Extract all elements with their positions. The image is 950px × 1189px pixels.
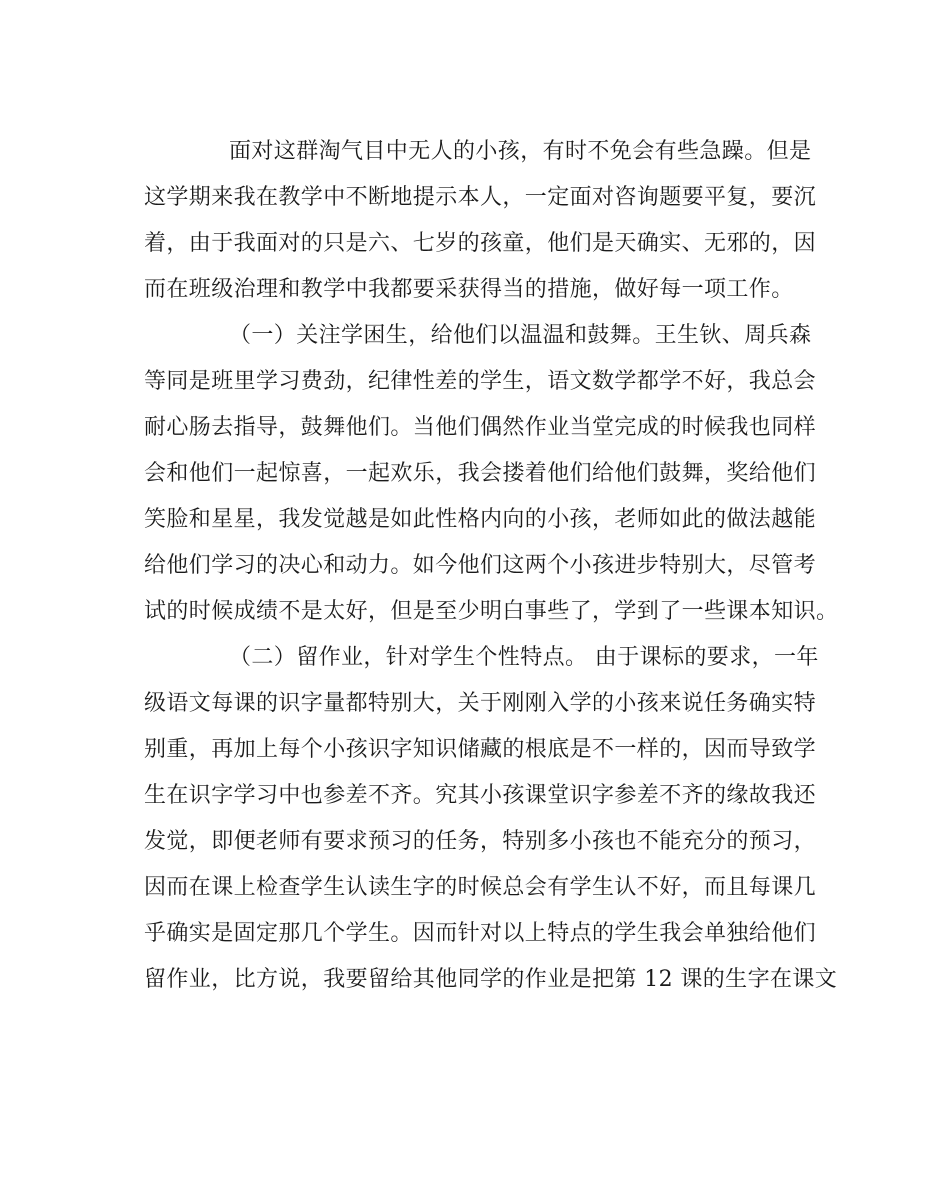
paragraph-3-line-4: 生在识字学习中也参差不齐。究其小孩课堂识字参差不齐的缘故我还 xyxy=(144,783,817,808)
paragraph-1-line-1: 面对这群淘气目中无人的小孩，有时不免会有些急躁。但是 xyxy=(229,139,812,164)
paragraph-3-line-6: 因而在课上检查学生认读生字的时候总会有学生认不好，而且每课几 xyxy=(144,875,817,900)
paragraph-2-line-5: 笑脸和星星，我发觉越是如此性格内向的小孩，老师如此的做法越能 xyxy=(144,507,817,532)
paragraph-2-line-3: 耐心肠去指导，鼓舞他们。当他们偶然作业当堂完成的时候我也同样 xyxy=(144,415,817,440)
paragraph-3-line-5: 发觉，即便老师有要求预习的任务，特别多小孩也不能充分的预习， xyxy=(144,829,817,854)
paragraph-3-line-8: 留作业，比方说，我要留给其他同学的作业是把第 12 课的生字在课文 xyxy=(144,967,838,992)
paragraph-3-line-3: 别重，再加上每个小孩识字知识储藏的根底是不一样的，因而导致学 xyxy=(144,737,817,762)
paragraph-2-line-2: 等同是班里学习费劲，纪律性差的学生，语文数学都学不好，我总会 xyxy=(144,369,817,394)
paragraph-2-line-7: 试的时候成绩不是太好，但是至少明白事些了，学到了一些课本知识。 xyxy=(144,599,839,624)
paragraph-2-line-4: 会和他们一起惊喜，一起欢乐，我会搂着他们给他们鼓舞，奖给他们 xyxy=(144,461,817,486)
paragraph-1-line-2: 这学期来我在教学中不断地提示本人，一定面对咨询题要平复，要沉 xyxy=(144,185,817,210)
paragraph-1-line-3: 着，由于我面对的只是六、七岁的孩童，他们是天确实、无邪的，因 xyxy=(144,231,817,256)
paragraph-3-line-1: （二）留作业，针对学生个性特点。 由于课标的要求，一年 xyxy=(229,645,819,670)
paragraph-3-line-2: 级语文每课的识字量都特别大，关于刚刚入学的小孩来说任务确实特 xyxy=(144,691,817,716)
paragraph-3-line-7: 乎确实是固定那几个学生。因而针对以上特点的学生我会单独给他们 xyxy=(144,921,817,946)
paragraph-1-line-4: 而在班级治理和教学中我都要采获得当的措施，做好每一项工作。 xyxy=(144,277,794,302)
paragraph-2-line-1: （一）关注学困生，给他们以温温和鼓舞。王生钬、周兵森 xyxy=(229,323,812,348)
paragraph-2-line-6: 给他们学习的决心和动力。如今他们这两个小孩进步特别大，尽管考 xyxy=(144,553,817,578)
